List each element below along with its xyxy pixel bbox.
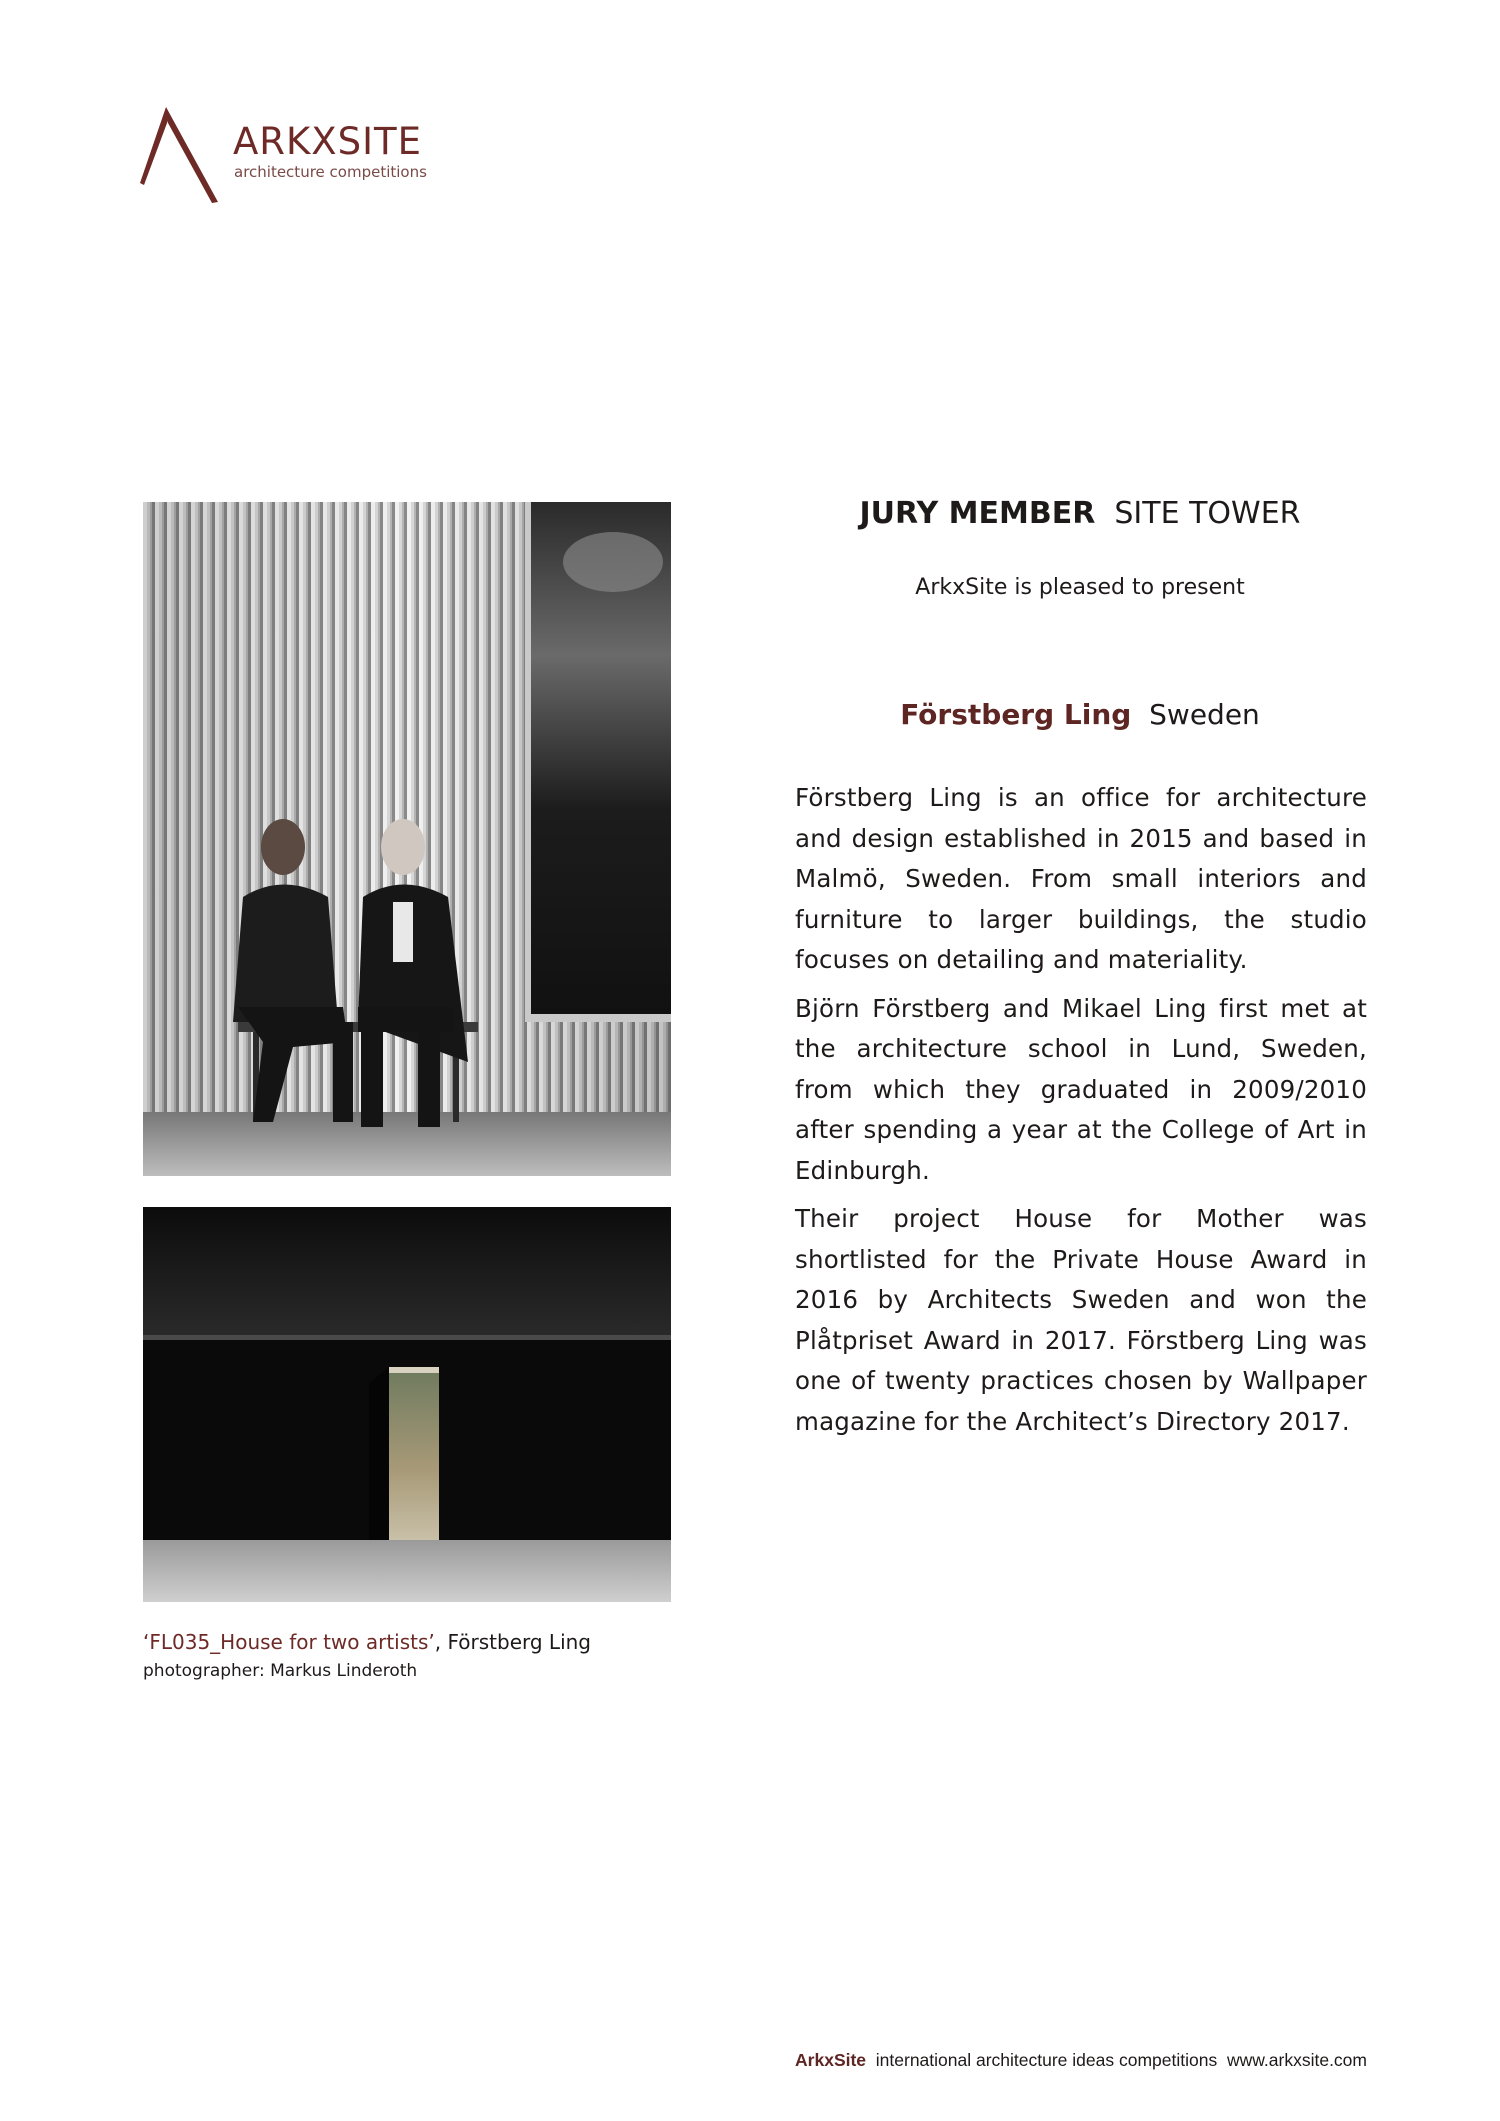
- photo-caption: [143, 1628, 703, 1684]
- jury-country: Sweden: [1149, 698, 1260, 731]
- page-title: [795, 494, 1365, 534]
- footer-description: international architecture ideas competitions: [875, 2050, 1218, 2070]
- bio-paragraph-2: Björn Förstberg and Mikael Ling first met at the architecture school in Lund, Sweden, from which they graduated in 2009/2010 after spending a year at the College of Art in Edinburgh.: [795, 993, 1367, 1185]
- page-footer: [795, 2048, 1367, 2072]
- bio-paragraph-1: Förstberg Ling is an office for architecture and design established in 2015 and based in Malmö, Sweden. From small interiors and furniture to larger buildings, the studio focuses on detailing and materiality.: [795, 783, 1367, 974]
- caption-author: , Förstberg Ling: [434, 1630, 592, 1654]
- logo-mark-icon: [140, 105, 230, 205]
- logo-brand: ARKXSITE: [233, 120, 423, 163]
- jury-name-line: [795, 696, 1365, 734]
- bio-paragraph-3: Their project House for Mother was shortlisted for the Private House Award in 2016 by Architects Sweden and won the Plåtpriset Award in 2017. Förstberg Ling was one of twenty practices chosen by Wallpaper magazine for the Architect’s Directory 2017.: [795, 1204, 1367, 1436]
- jury-portrait-photo: [143, 502, 671, 1176]
- title-rest: SITE TOWER: [1114, 496, 1301, 531]
- caption-title: [143, 1628, 703, 1656]
- logo-tagline: architecture competitions: [234, 163, 427, 181]
- caption-photographer: photographer: Markus Linderoth: [143, 1661, 418, 1681]
- jury-name: Förstberg Ling: [900, 698, 1132, 731]
- intro-text: ArkxSite is pleased to present: [915, 575, 1245, 600]
- arkxsite-logo: [140, 105, 440, 205]
- caption-project: ‘FL035_House for two artists’: [143, 1630, 435, 1654]
- house-for-two-artists-photo: [143, 1207, 671, 1602]
- footer-url[interactable]: www.arkxsite.com: [1226, 2050, 1367, 2070]
- jury-bio: [795, 778, 1367, 1450]
- footer-brand: ArkxSite: [795, 2050, 867, 2070]
- title-bold: JURY MEMBER: [859, 496, 1096, 531]
